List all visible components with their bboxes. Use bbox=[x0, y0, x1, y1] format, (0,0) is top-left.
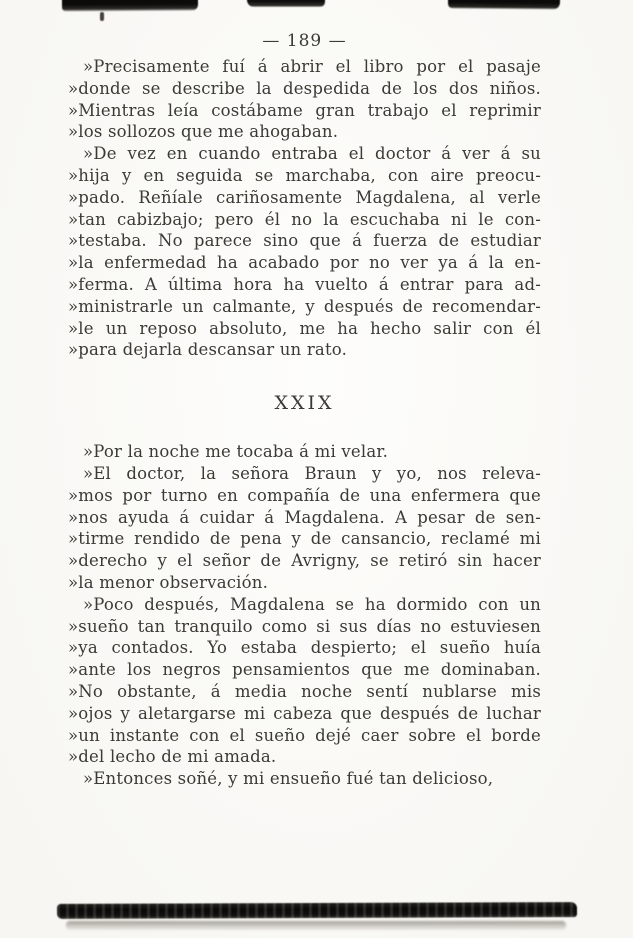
text-line: »No obstante, á media noche sentí nublarse mis bbox=[68, 681, 541, 701]
text-line: »Precisamente fuí á abrir el libro por el pasaje bbox=[83, 57, 541, 76]
text-line: »ferma. A última hora ha vuelto á entrar para ad- bbox=[68, 274, 541, 294]
scan-ink-speck bbox=[100, 12, 104, 21]
scan-shadow-streak-bottom bbox=[66, 921, 566, 930]
text-line: »ante los negros pensamientos que me dominaban. bbox=[68, 660, 541, 680]
text-line: »donde se describe la despedida de los dos niños. bbox=[68, 78, 541, 98]
text-line: »pado. Reñíale cariñosamente Magdalena, al verle bbox=[68, 187, 541, 207]
scan-ink-smudge-top-right bbox=[448, 0, 560, 9]
paragraph bbox=[68, 463, 541, 594]
paragraph bbox=[68, 594, 541, 768]
section-chapter-28-end bbox=[68, 56, 541, 361]
text-line: »Poco después, Magdalena se ha dormido con un bbox=[83, 594, 541, 614]
page-text-block bbox=[68, 56, 541, 790]
text-line: »mos por turno en compañía de una enfermera que bbox=[68, 485, 541, 505]
scan-ink-bar-bottom bbox=[57, 902, 577, 919]
chapter-heading: XXIX bbox=[274, 392, 335, 415]
text-line: »le un reposo absoluto, me ha hecho salir con él bbox=[68, 318, 541, 338]
text-line: »Por la noche me tocaba á mi velar. bbox=[83, 442, 389, 462]
text-line: »El doctor, la señora Braun y yo, nos releva- bbox=[83, 463, 541, 483]
text-line: »los sollozos que me ahogaban. bbox=[68, 122, 339, 142]
text-line: »De vez en cuando entraba el doctor á ver á su bbox=[83, 144, 541, 164]
text-line: »la menor observación. bbox=[68, 572, 269, 592]
text-line: »tirme rendido de pena y de cansancio, reclamé mi bbox=[68, 529, 541, 549]
text-line: »para dejarla descansar un rato. bbox=[68, 340, 348, 360]
scan-ink-smudge-top-left bbox=[62, 0, 198, 11]
text-line: »del lecho de mi amada. bbox=[68, 747, 277, 767]
paragraph bbox=[68, 441, 541, 463]
text-line: »la enfermedad ha acabado por no ver ya á la en- bbox=[68, 253, 541, 273]
text-line: »ministrarle un calmante, y después de recomendar- bbox=[68, 296, 541, 316]
paragraph bbox=[68, 143, 541, 361]
section-chapter-29 bbox=[68, 441, 541, 790]
text-line: »testaba. No parece sino que á fuerza de estudiar bbox=[68, 231, 541, 251]
text-line: »Entonces soñé, y mi ensueño fué tan delicioso, bbox=[83, 769, 494, 789]
paragraph bbox=[68, 768, 541, 790]
text-line: »sueño tan tranquilo como si sus días no estuviesen bbox=[68, 616, 541, 636]
text-line: »ya contados. Yo estaba despierto; el sueño huía bbox=[68, 638, 541, 658]
text-line: »un instante con el sueño dejé caer sobre el borde bbox=[68, 725, 541, 745]
text-line: »ojos y aletargarse mi cabeza que después de luchar bbox=[68, 703, 541, 723]
paragraph bbox=[68, 56, 541, 143]
text-line: »derecho y el señor de Avrigny, se retiró sin hacer bbox=[68, 551, 541, 571]
text-line: »nos ayuda á cuidar á Magdalena. A pesar de sen- bbox=[68, 507, 541, 527]
scan-ink-smudge-top-middle bbox=[247, 0, 325, 7]
page-number: — 189 — bbox=[262, 31, 347, 51]
text-line: »hija y en seguida se marchaba, con aire preocu- bbox=[68, 165, 541, 185]
text-line: »Mientras leía costábame gran trabajo el reprimir bbox=[68, 100, 541, 120]
text-line: »tan cabizbajo; pero él no la escuchaba ni le con- bbox=[68, 209, 541, 229]
